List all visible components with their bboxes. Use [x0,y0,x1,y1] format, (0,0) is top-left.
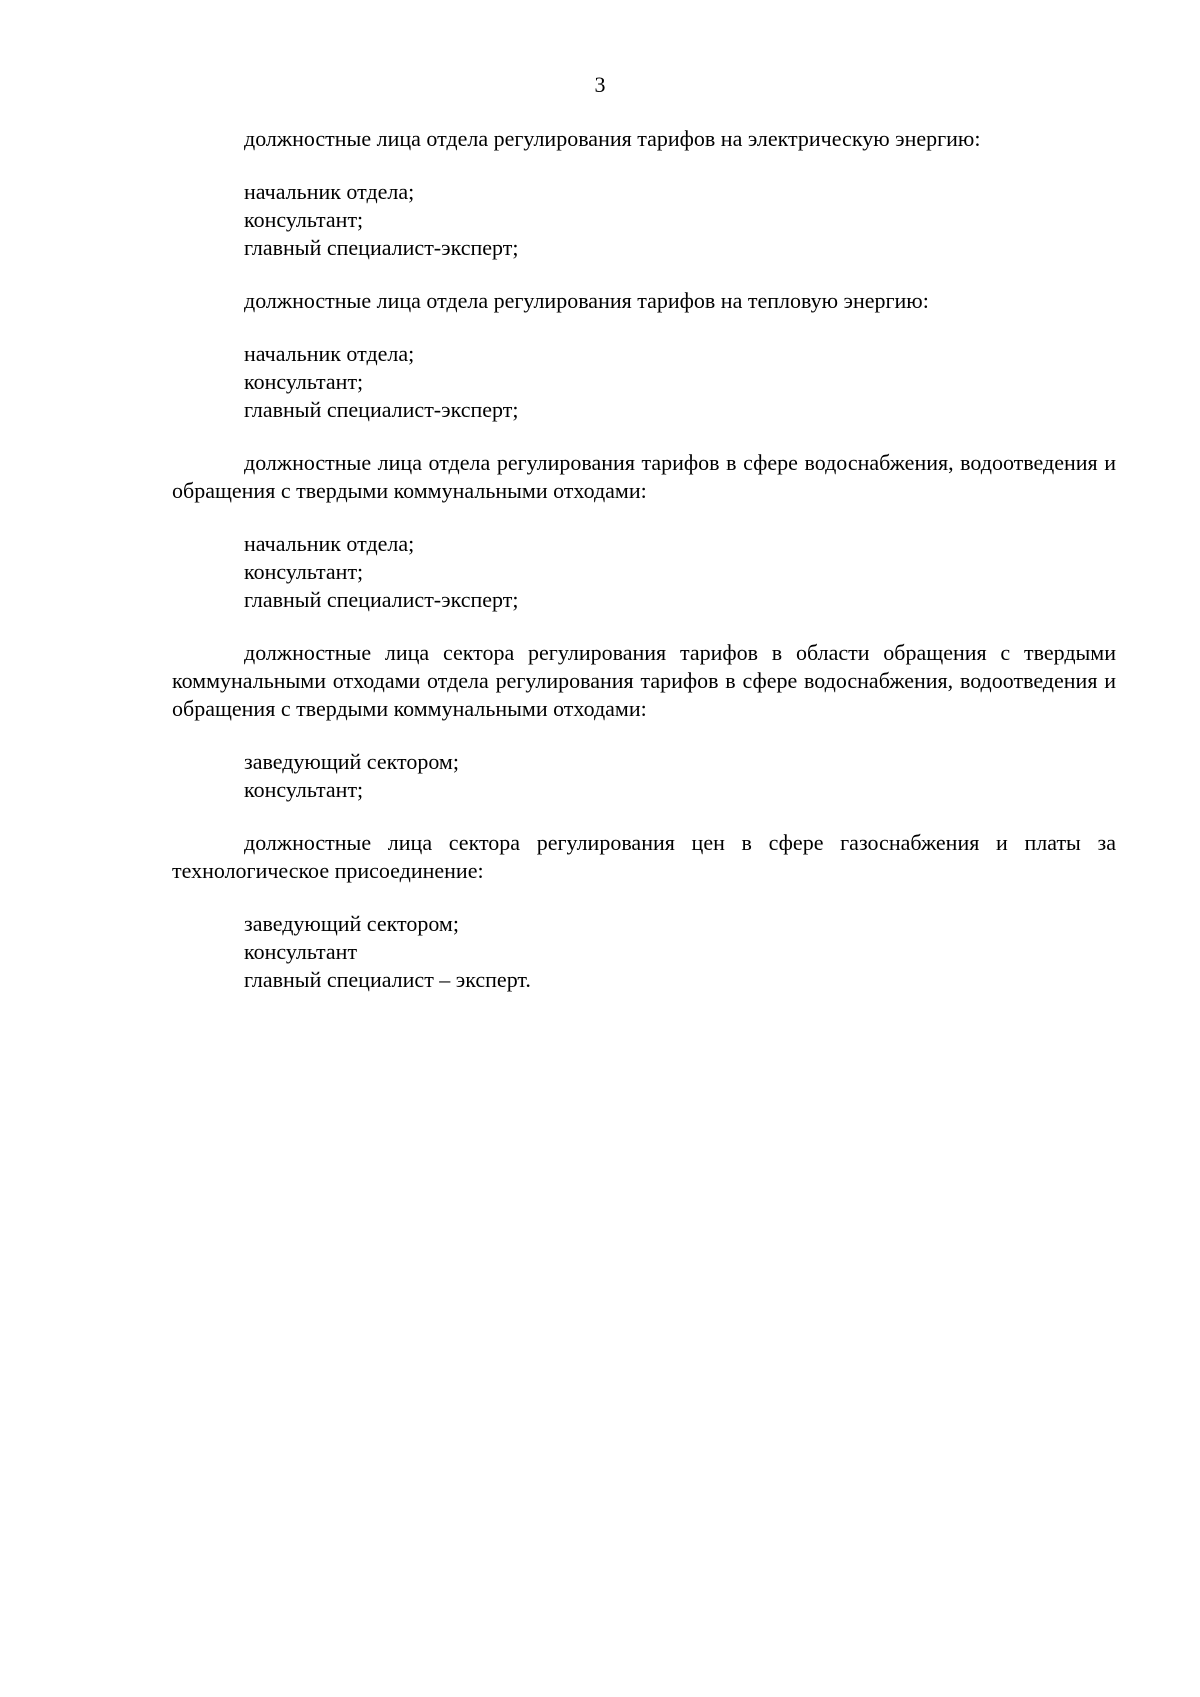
list-item: консультант; [244,369,364,394]
document-body [172,125,1116,994]
list-item: заведующий сектором; [244,911,459,936]
paragraph-gap [172,262,1116,287]
list-item: начальник отдела; [244,531,415,556]
page-number: 3 [594,72,606,97]
position-list [172,748,1116,804]
list-item: консультант; [244,207,364,232]
paragraph-gap [172,505,1116,530]
list-item: главный специалист – эксперт. [244,967,531,992]
section-heading: должностные лица сектора регулирования цен в сфере газоснабжения и платы за технологическое присоединение: [172,830,1116,883]
list-item: консультант [244,939,358,964]
position-list [172,178,1116,262]
section-heading: должностные лица сектора регулирования тарифов в области обращения с твердыми коммунальными отходами отдела регулирования тарифов в сфере водоснабжения, водоотведения и обращения с твердыми коммунальными отходами: [172,640,1116,721]
section-heading: должностные лица отдела регулирования тарифов на тепловую энергию: [244,288,929,313]
paragraph-gap [172,315,1116,340]
position-list [172,530,1116,614]
section-heading: должностные лица отдела регулирования тарифов на электрическую энергию: [244,126,981,151]
paragraph-gap [172,153,1116,178]
paragraph-gap [172,424,1116,449]
paragraph-gap [172,804,1116,829]
list-item: главный специалист-эксперт; [244,587,519,612]
section-heading: должностные лица отдела регулирования тарифов в сфере водоснабжения, водоотведения и обращения с твердыми коммунальными отходами: [172,450,1116,503]
position-list [172,910,1116,994]
list-item: консультант; [244,777,364,802]
list-item: начальник отдела; [244,341,415,366]
position-list [172,340,1116,424]
list-item: заведующий сектором; [244,749,459,774]
paragraph-gap [172,885,1116,910]
list-item: начальник отдела; [244,179,415,204]
list-item: главный специалист-эксперт; [244,235,519,260]
paragraph-gap [172,723,1116,748]
list-item: консультант; [244,559,364,584]
paragraph-gap [172,614,1116,639]
list-item: главный специалист-эксперт; [244,397,519,422]
